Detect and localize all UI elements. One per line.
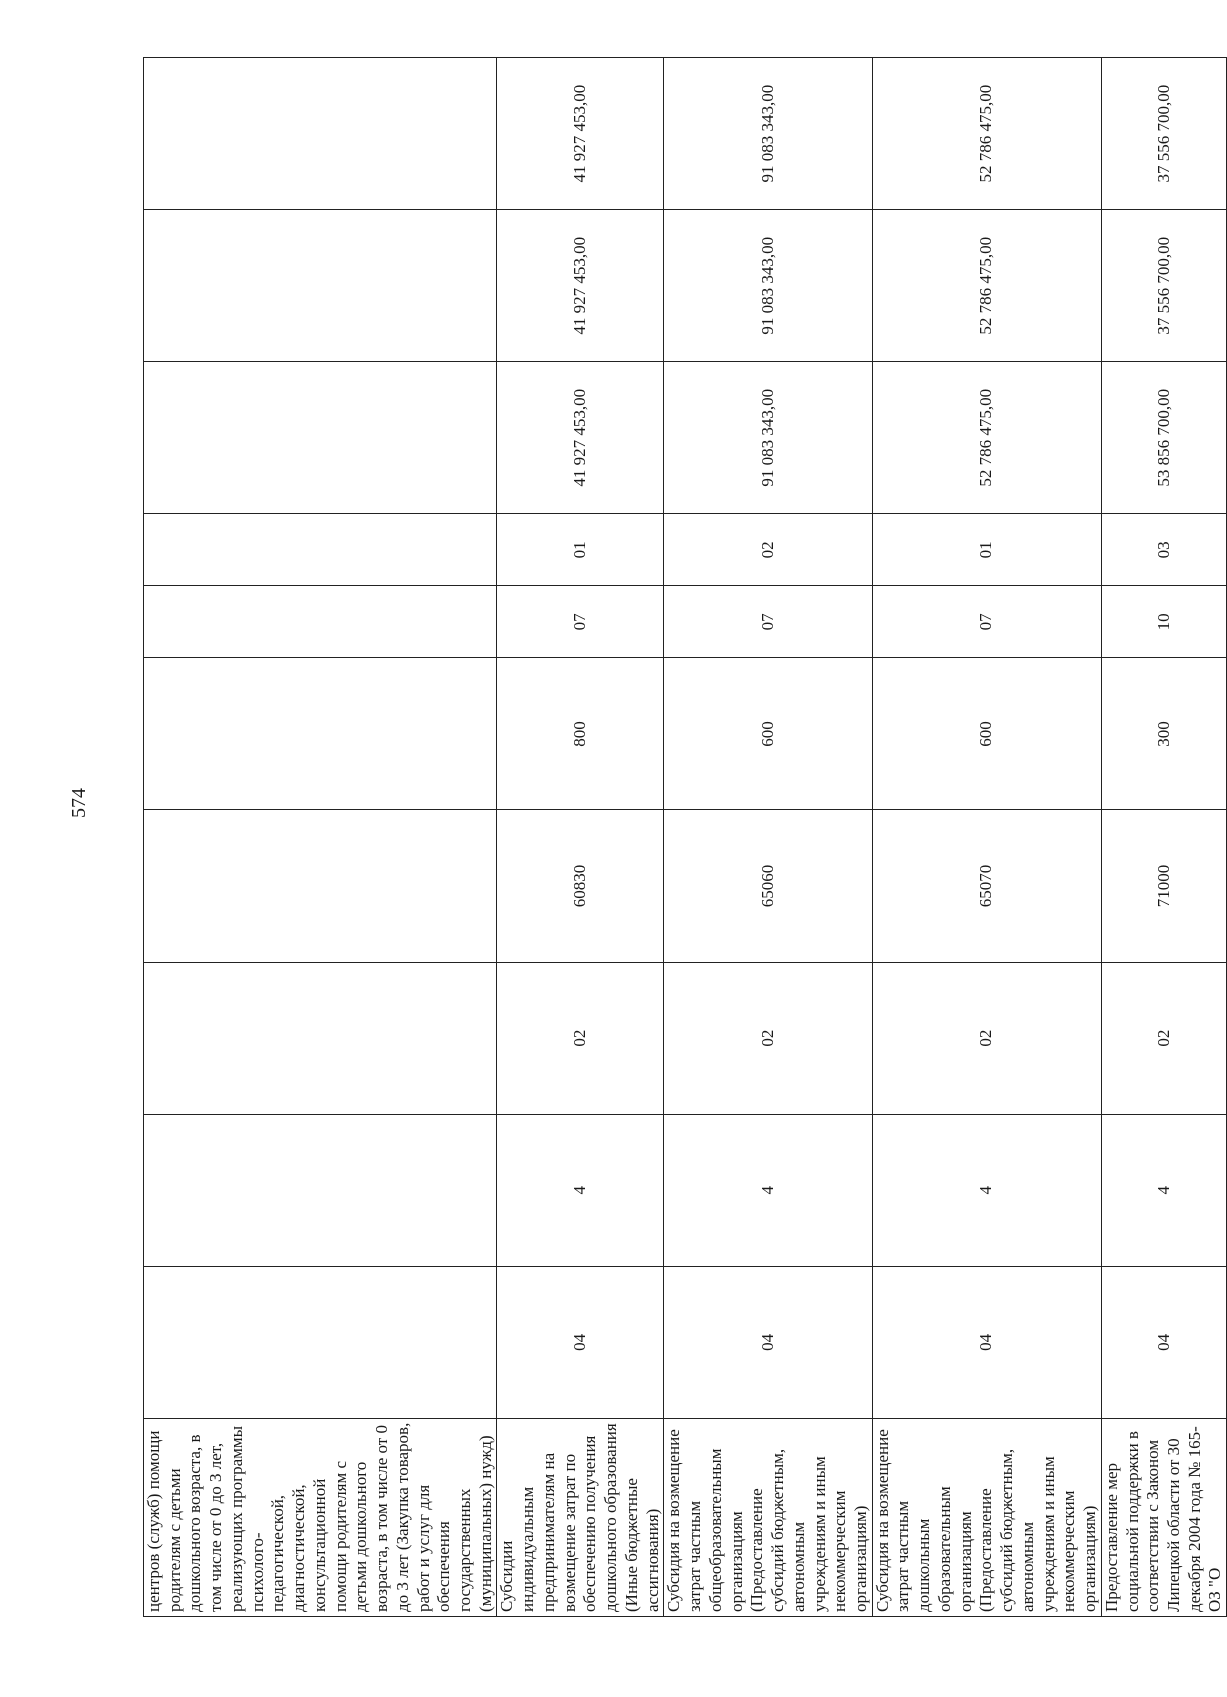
code-cell: 01	[497, 514, 664, 586]
code-cell: 04	[872, 1266, 1101, 1418]
amount-cell: 91 083 343,00	[664, 210, 872, 362]
budget-table	[143, 57, 1227, 1617]
amount-cell: 52 786 475,00	[872, 58, 1101, 210]
code-cell: 4	[1101, 1114, 1226, 1266]
code-cell: 02	[1101, 962, 1226, 1114]
amount-cell: 41 927 453,00	[497, 58, 664, 210]
amount-cell	[144, 362, 497, 514]
code-cell	[144, 1266, 497, 1418]
code-cell: 07	[497, 586, 664, 658]
amount-cell: 91 083 343,00	[664, 362, 872, 514]
code-cell	[144, 810, 497, 962]
code-cell: 600	[872, 658, 1101, 810]
code-cell: 02	[664, 962, 872, 1114]
code-cell: 65070	[872, 810, 1101, 962]
amount-cell: 52 786 475,00	[872, 362, 1101, 514]
code-cell: 10	[1101, 586, 1226, 658]
code-cell: 800	[497, 658, 664, 810]
code-cell: 01	[872, 514, 1101, 586]
code-cell: 300	[1101, 658, 1226, 810]
amount-cell: 37 556 700,00	[1101, 210, 1226, 362]
code-cell: 4	[872, 1114, 1101, 1266]
code-cell: 02	[872, 962, 1101, 1114]
amount-cell: 53 856 700,00	[1101, 362, 1226, 514]
code-cell	[144, 658, 497, 810]
amount-cell: 52 786 475,00	[872, 210, 1101, 362]
code-cell: 02	[497, 962, 664, 1114]
row-description: центров (служб) помощи родителям с детьми дошкольного возраста, в том числе от 0 до 3 лет, реализующих программы психолого-педагогической, диагностической, консультационной помощи родителям с детьми дошкольного возраста, в том числе от 0 до 3 лет (Закупка товаров, работ и услуг для обеспечения государственных (муниципальных) нужд)	[144, 1418, 497, 1616]
amount-cell: 91 083 343,00	[664, 58, 872, 210]
row-description: Предоставление мер социальной поддержки в соответствии с Законом Липецкой области от 30 декабря 2004 года № 165-ОЗ "О	[1101, 1418, 1226, 1616]
table-row	[497, 58, 664, 1617]
amount-cell	[144, 210, 497, 362]
row-description: Субсидия на возмещение затрат частным дошкольным образовательным организациям (Предоставление субсидий бюджетным, автономным учреждениям и иным некоммерческим организациям)	[872, 1418, 1101, 1616]
code-cell: 65060	[664, 810, 872, 962]
code-cell	[144, 1114, 497, 1266]
code-cell: 03	[1101, 514, 1226, 586]
table-row	[1101, 58, 1226, 1617]
table-row	[872, 58, 1101, 1617]
code-cell: 04	[1101, 1266, 1226, 1418]
rotated-table-wrapper	[143, 57, 1225, 1617]
code-cell	[144, 586, 497, 658]
code-cell	[144, 514, 497, 586]
amount-cell: 41 927 453,00	[497, 210, 664, 362]
code-cell: 07	[664, 586, 872, 658]
code-cell: 60830	[497, 810, 664, 962]
code-cell	[144, 962, 497, 1114]
code-cell: 02	[664, 514, 872, 586]
code-cell: 04	[664, 1266, 872, 1418]
code-cell: 600	[664, 658, 872, 810]
row-description: Субсидии индивидуальным предпринимателям на возмещение затрат по обеспечению получения дошкольного образования (Иные бюджетные ассигнования)	[497, 1418, 664, 1616]
code-cell: 4	[664, 1114, 872, 1266]
amount-cell: 37 556 700,00	[1101, 58, 1226, 210]
code-cell: 04	[497, 1266, 664, 1418]
page-number: 574	[68, 788, 90, 818]
amount-cell: 41 927 453,00	[497, 362, 664, 514]
table-row	[664, 58, 872, 1617]
code-cell: 71000	[1101, 810, 1226, 962]
row-description: Субсидия на возмещение затрат частным общеобразовательным организациям (Предоставление субсидий бюджетным, автономным учреждениям и иным некоммерческим организациям)	[664, 1418, 872, 1616]
code-cell: 07	[872, 586, 1101, 658]
amount-cell	[144, 58, 497, 210]
table-row	[144, 58, 497, 1617]
code-cell: 4	[497, 1114, 664, 1266]
